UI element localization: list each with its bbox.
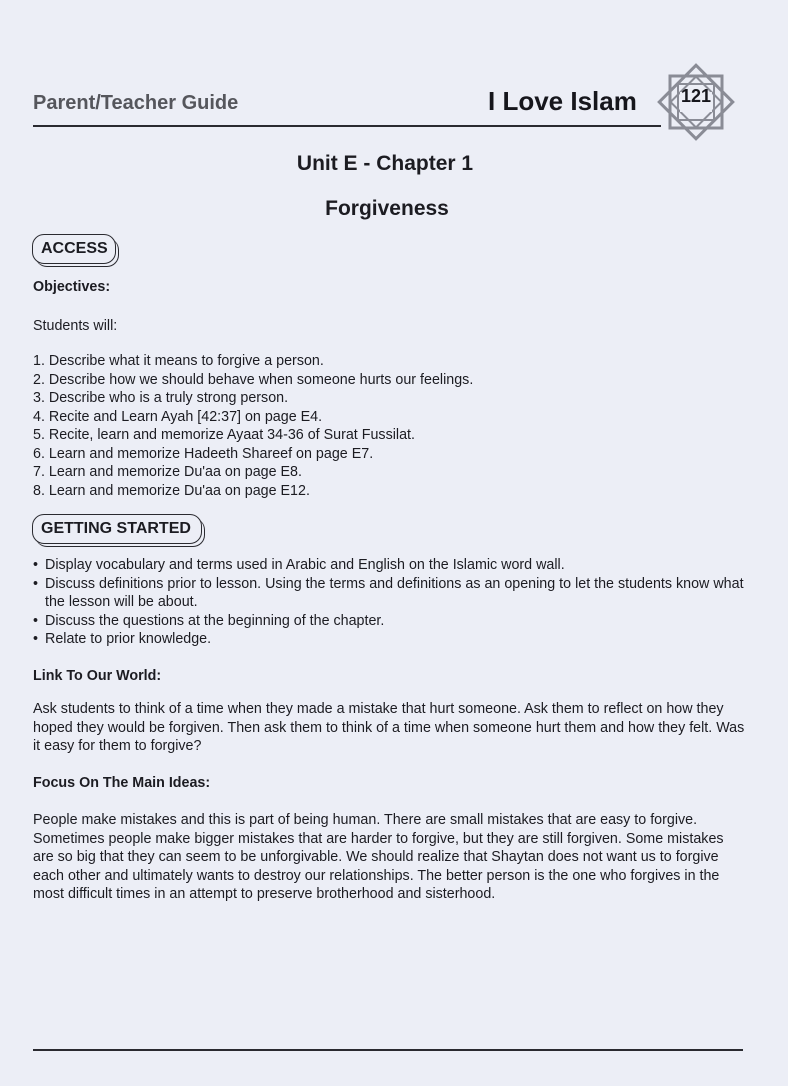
list-item: 5. Recite, learn and memorize Ayaat 34-36 of Surat Fussilat. bbox=[33, 427, 415, 443]
book-title: I Love Islam bbox=[488, 86, 637, 116]
objectives-intro: Students will: bbox=[33, 318, 118, 334]
page-number: 121 bbox=[680, 86, 712, 106]
list-item: 2. Describe how we should behave when someone hurts our feelings. bbox=[33, 371, 474, 388]
list-item: 1. Describe what it means to forgive a person. bbox=[33, 353, 324, 369]
list-item: 3. Describe who is a truly strong person. bbox=[33, 390, 289, 406]
getting-started-list bbox=[33, 556, 748, 649]
list-item: 7. Learn and memorize Du'aa on page E8. bbox=[33, 464, 302, 480]
access-badge: ACCESS bbox=[32, 234, 116, 264]
unit-title: Unit E - Chapter 1 bbox=[296, 152, 474, 175]
chapter-title: Forgiveness bbox=[325, 197, 449, 220]
list-item: 8. Learn and memorize Du'aa on page E12. bbox=[33, 482, 310, 499]
list-item: 4. Recite and Learn Ayah [42:37] on page E4. bbox=[33, 408, 323, 425]
list-item: • Discuss the questions at the beginning of the chapter. bbox=[33, 612, 748, 631]
list-item: • Discuss definitions prior to lesson. Using the terms and definitions as an opening to let the students know what the lesson will be about. bbox=[33, 575, 748, 612]
objectives-list bbox=[33, 352, 748, 500]
list-item: • Relate to prior knowledge. bbox=[33, 630, 748, 649]
list-item: 6. Learn and memorize Hadeeth Shareef on page E7. bbox=[33, 445, 374, 462]
footer-rule bbox=[33, 1049, 743, 1051]
focus-paragraph: People make mistakes and this is part of being human. There are small mistakes that are easy to forgive. Sometimes people make bigger mistakes that are harder to forgive, but they are still forgiven. Some mistakes are so big that they can seem to be unforgivable. We should realize that Shaytan does not want us to forgive each other and ultimately wants to destroy our relationships. The better person is the one who forgives in the most difficult times in an attempt to preserve brotherhood and sisterhood. bbox=[33, 812, 724, 902]
objectives-heading: Objectives: bbox=[33, 279, 111, 295]
getting-started-badge: GETTING STARTED bbox=[32, 514, 202, 544]
focus-heading: Focus On The Main Ideas: bbox=[33, 775, 211, 791]
list-item: • Display vocabulary and terms used in Arabic and English on the Islamic word wall. bbox=[33, 556, 748, 575]
link-paragraph: Ask students to think of a time when they made a mistake that hurt someone. Ask them to reflect on how they hoped they would be forgiven. Then ask them to think of a time when someone hurt them and how they felt. Was it easy for them to forgive? bbox=[33, 701, 745, 754]
header-rule bbox=[33, 125, 661, 127]
guide-title: Parent/Teacher Guide bbox=[33, 92, 239, 114]
link-heading: Link To Our World: bbox=[33, 668, 162, 684]
